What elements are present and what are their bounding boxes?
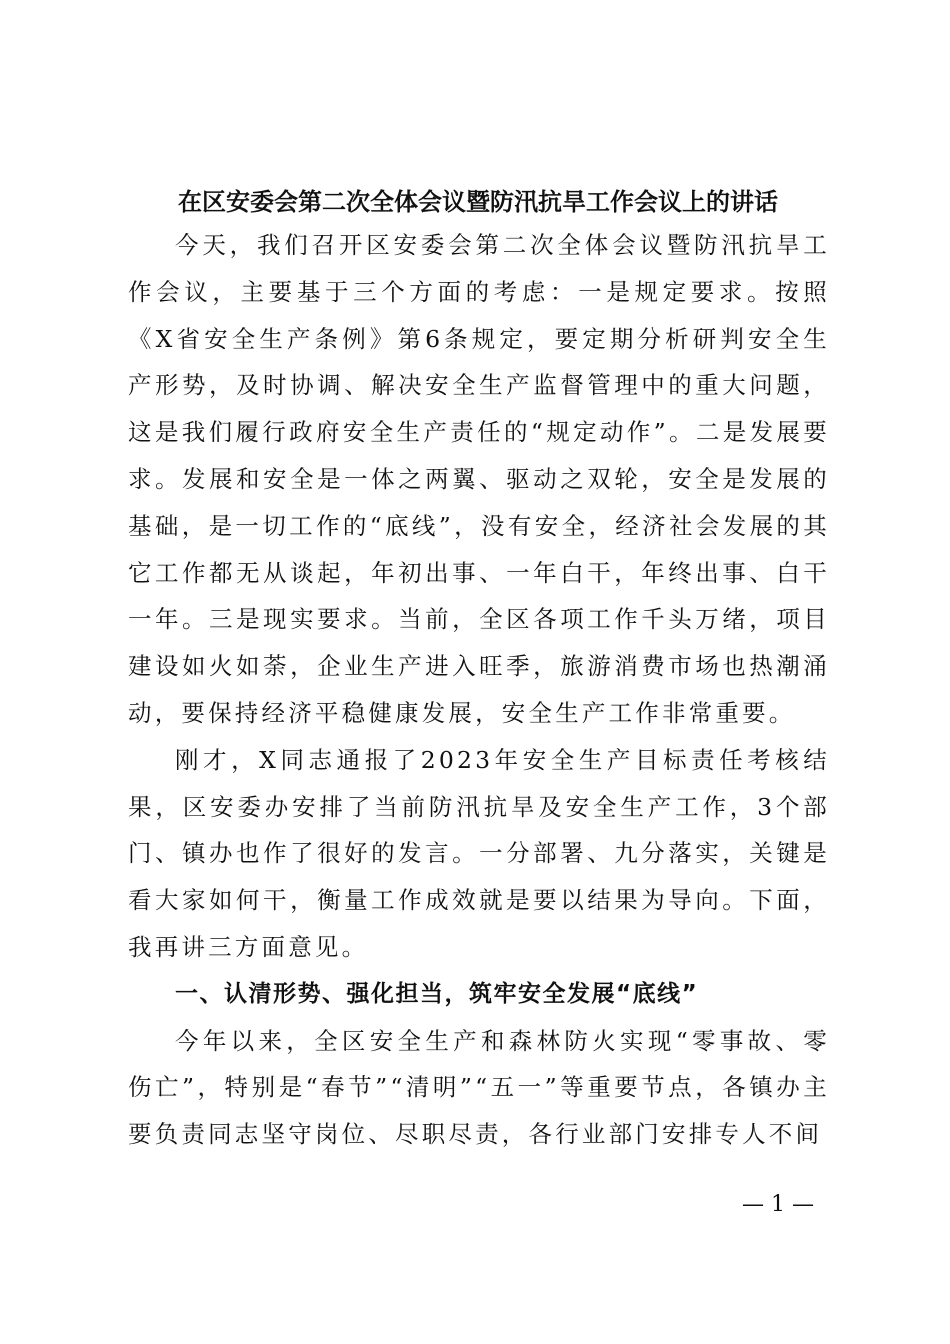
paragraph-section-one: 今年以来，全区安全生产和森林防火实现“零事故、零伤亡”，特别是“春节”“清明”“五一”等重要节点，各镇办主要负责同志坚守岗位、尽职尽责，各行业部门安排专人不间 xyxy=(128,1026,830,1149)
document-title: 在区安委会第二次全体会议暨防汛抗旱工作会议上的讲话 xyxy=(178,187,778,216)
paragraph-summary: 刚才，X同志通报了2023年安全生产目标责任考核结果，区安委办安排了当前防汛抗旱及安全生产工作，3个部门、镇办也作了很好的发言。一分部署、九分落实，关键是看大家如何干，衡量工作成效就是要以结果为导向。下面，我再讲三方面意见。 xyxy=(128,745,830,961)
section-heading: 一、认清形势、强化担当，筑牢安全发展“底线” xyxy=(175,980,699,1007)
paragraph-intro: 今天，我们召开区安委会第二次全体会议暨防汛抗旱工作会议，主要基于三个方面的考虑：一是规定要求。按照《X省安全生产条例》第6条规定，要定期分析研判安全生产形势，及时协调、解决安全生产监督管理中的重大问题，这是我们履行政府安全生产责任的“规定动作”。二是发展要求。发展和安全是一体之两翼、驱动之双轮，安全是发展的基础，是一切工作的“底线”，没有安全，经济社会发展的其它工作都无从谈起，年初出事、一年白干，年终出事、白干一年。三是现实要求。当前，全区各项工作千头万绪，项目建设如火如荼，企业生产进入旺季，旅游消费市场也热潮涌动，要保持经济平稳健康发展，安全生产工作非常重要。 xyxy=(128,231,830,727)
document-body xyxy=(128,222,830,1158)
page-number: — 1 — xyxy=(742,1192,814,1217)
